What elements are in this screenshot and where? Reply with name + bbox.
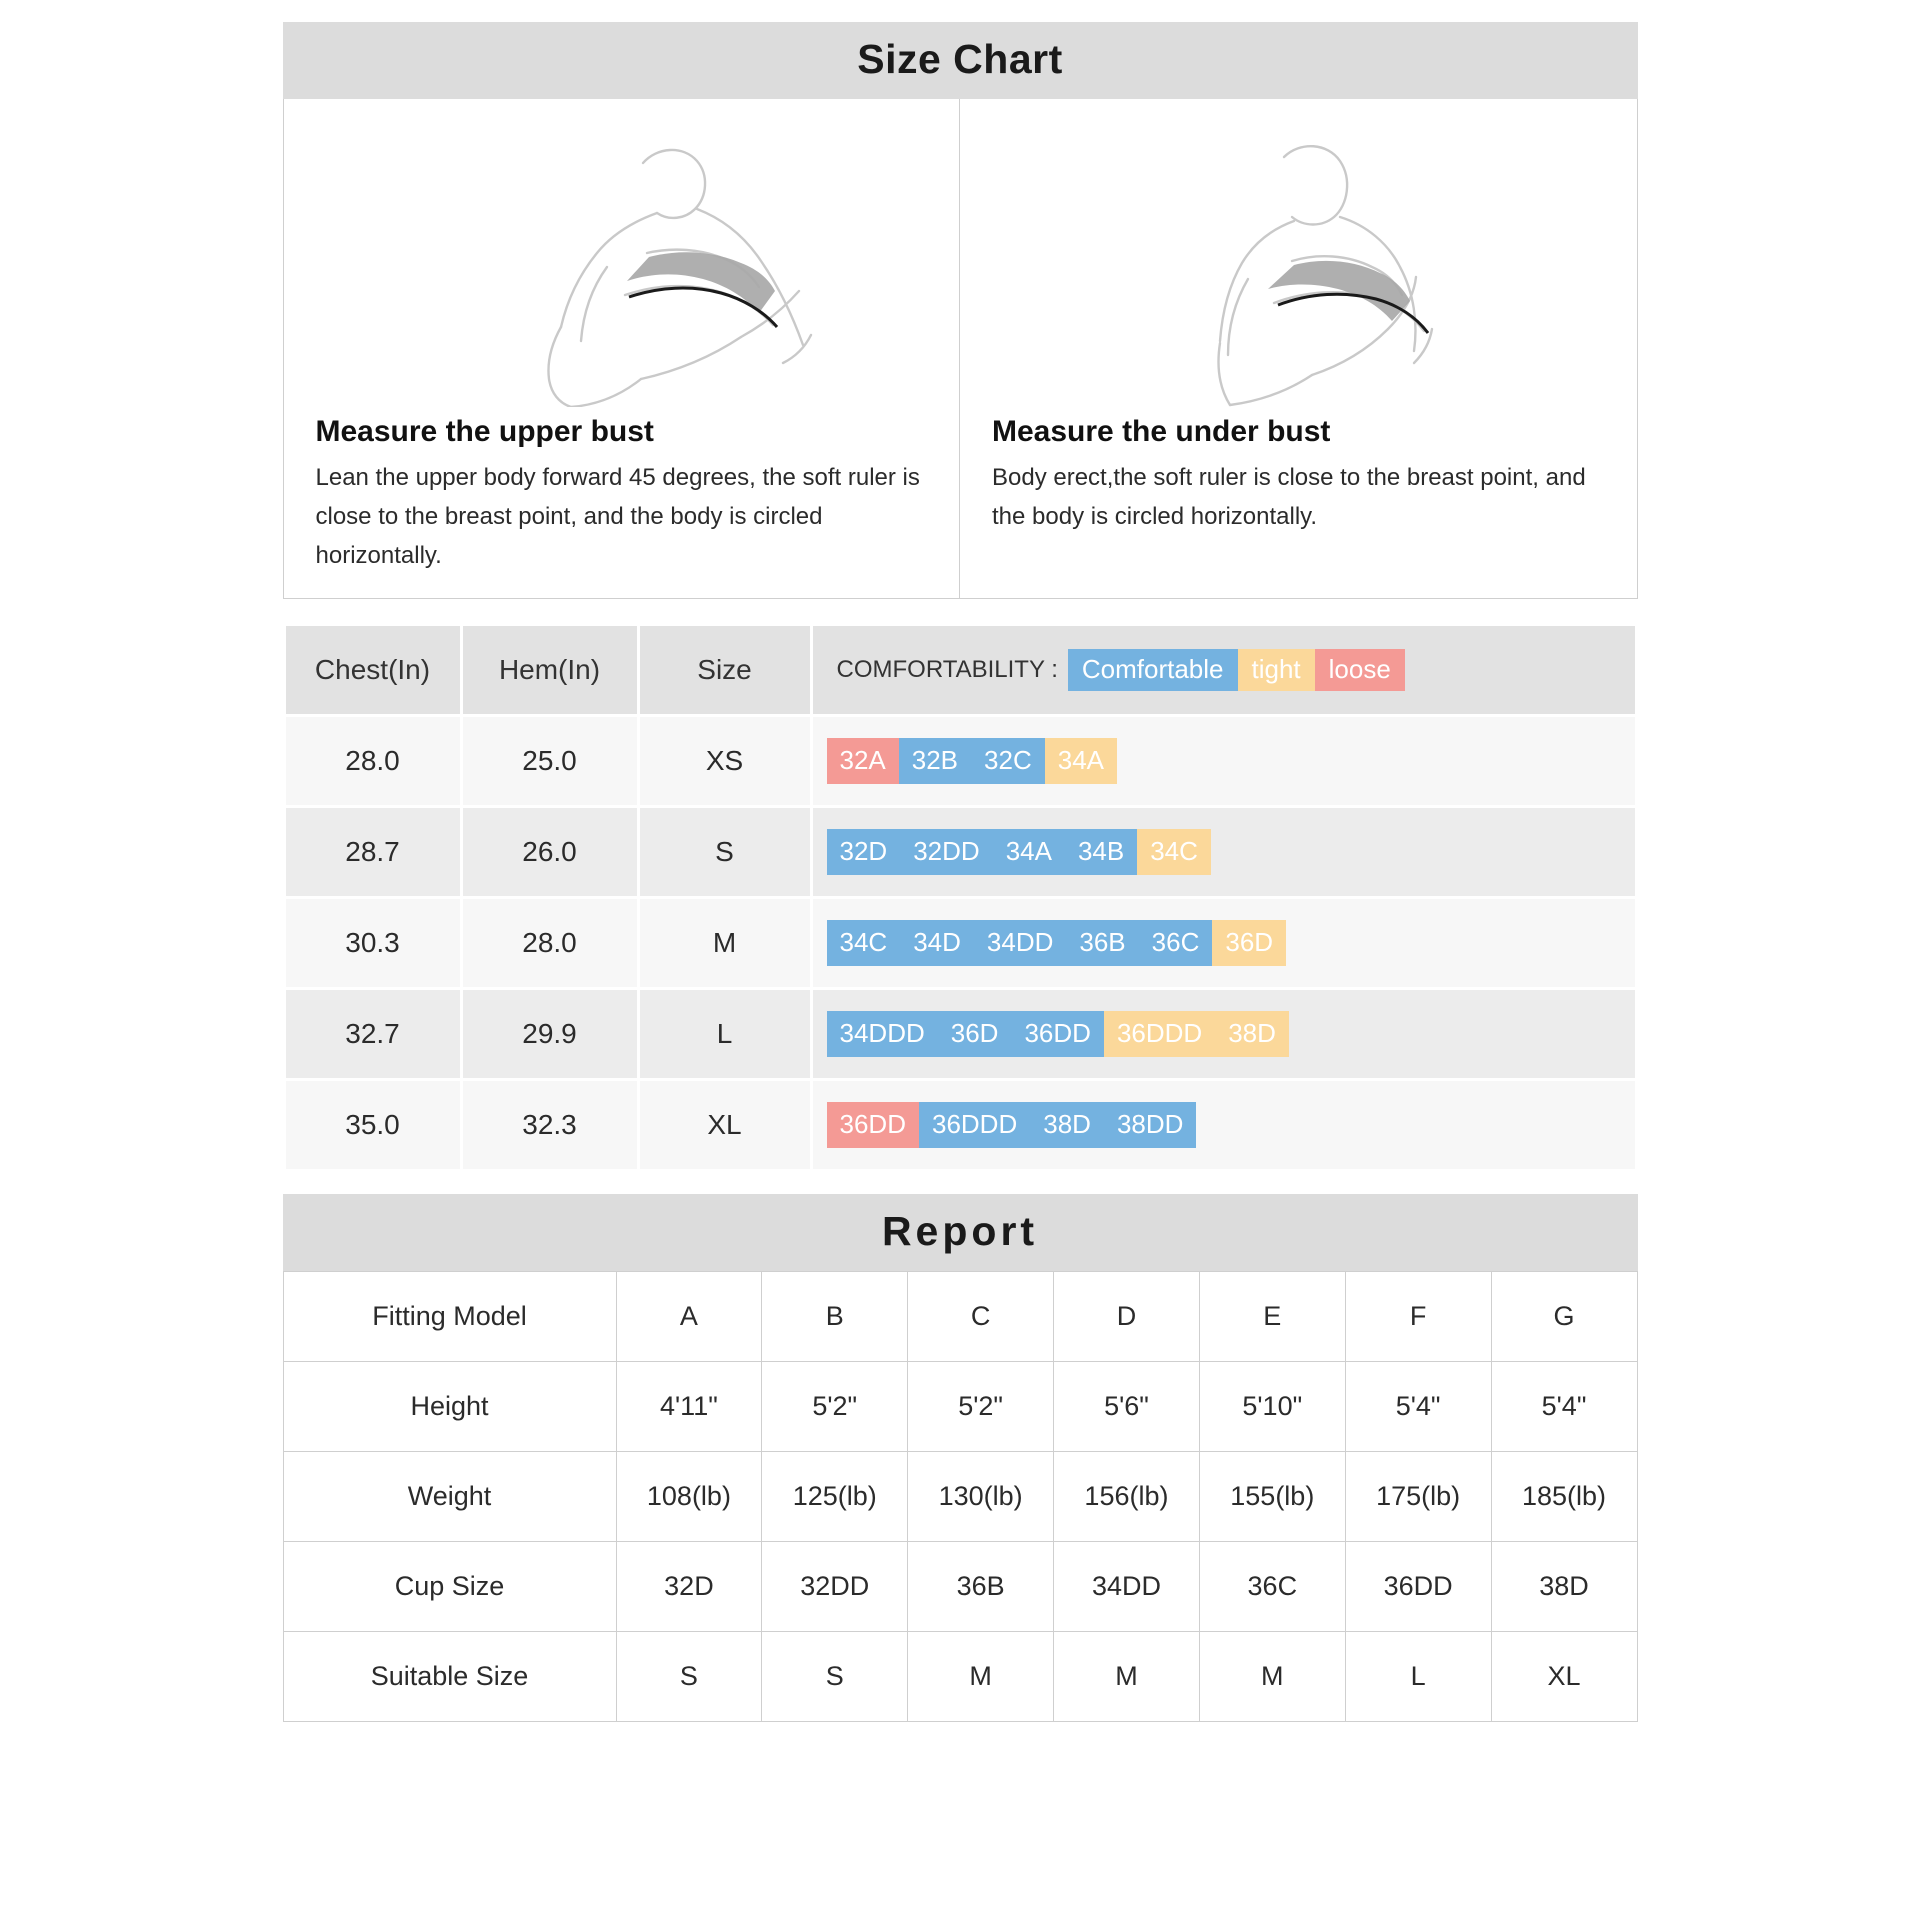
row-label-weight: Weight [283, 1451, 616, 1541]
size-value: L [638, 988, 811, 1079]
cup-chip: 38D [1030, 1102, 1104, 1148]
measure-under-bust-panel [960, 99, 1637, 598]
header-size: Size [638, 624, 811, 715]
under-bust-figure-icon [960, 99, 1637, 407]
hem-value: 28.0 [461, 897, 638, 988]
height-g: 5'4" [1491, 1361, 1637, 1451]
table-row [283, 1451, 1637, 1541]
measure-upper-bust-panel [284, 99, 961, 598]
row-label-height: Height [283, 1361, 616, 1451]
hem-value: 26.0 [461, 806, 638, 897]
upper-bust-figure-icon [284, 99, 960, 407]
chest-value: 32.7 [284, 988, 461, 1079]
header-hem: Hem(In) [461, 624, 638, 715]
cup-f: 36DD [1345, 1541, 1491, 1631]
model-e: E [1199, 1271, 1345, 1361]
suitable-d: M [1054, 1631, 1200, 1721]
suitable-f: L [1345, 1631, 1491, 1721]
cup-chip: 36DD [827, 1102, 919, 1148]
suitable-a: S [616, 1631, 762, 1721]
model-g: G [1491, 1271, 1637, 1361]
cup-chip: 34A [1045, 738, 1117, 784]
cup-chip: 36D [1212, 920, 1286, 966]
weight-f: 175(lb) [1345, 1451, 1491, 1541]
chest-value: 35.0 [284, 1079, 461, 1170]
measure-under-bust-heading: Measure the under bust [992, 415, 1331, 448]
content-wrapper [283, 22, 1638, 1722]
measure-upper-bust-text: Lean the upper body forward 45 degrees, the soft ruler is close to the breast point, and the body is circled horizontally. [315, 464, 920, 569]
model-f: F [1345, 1271, 1491, 1361]
size-table [283, 623, 1638, 1172]
cup-e: 36C [1199, 1541, 1345, 1631]
cup-a: 32D [616, 1541, 762, 1631]
table-row [284, 806, 1636, 897]
row-label-cup-size: Cup Size [283, 1541, 616, 1631]
cup-d: 34DD [1054, 1541, 1200, 1631]
table-row [284, 897, 1636, 988]
height-a: 4'11" [616, 1361, 762, 1451]
weight-g: 185(lb) [1491, 1451, 1637, 1541]
model-b: B [762, 1271, 908, 1361]
cup-chip: 32DD [900, 829, 992, 875]
cup-chip: 34C [1137, 829, 1211, 875]
height-d: 5'6" [1054, 1361, 1200, 1451]
size-value: XL [638, 1079, 811, 1170]
suitable-c: M [908, 1631, 1054, 1721]
comfortability-label: COMFORTABILITY : [836, 655, 1058, 683]
legend-comfortable: Comfortable [1068, 649, 1238, 691]
cup-bar [811, 988, 1636, 1079]
table-row [283, 1541, 1637, 1631]
hem-value: 32.3 [461, 1079, 638, 1170]
table-row [284, 1079, 1636, 1170]
page-title: Size Chart [283, 22, 1638, 99]
header-chest: Chest(In) [284, 624, 461, 715]
cup-chip: 38D [1215, 1011, 1289, 1057]
measure-instructions [283, 99, 1638, 599]
suitable-g: XL [1491, 1631, 1637, 1721]
measure-upper-bust-heading: Measure the upper bust [315, 415, 654, 448]
height-f: 5'4" [1345, 1361, 1491, 1451]
hem-value: 25.0 [461, 715, 638, 806]
size-value: XS [638, 715, 811, 806]
cup-b: 32DD [762, 1541, 908, 1631]
cup-chip: 36DDD [1104, 1011, 1215, 1057]
hem-value: 29.9 [461, 988, 638, 1079]
model-a: A [616, 1271, 762, 1361]
table-row [283, 1271, 1637, 1361]
weight-b: 125(lb) [762, 1451, 908, 1541]
weight-a: 108(lb) [616, 1451, 762, 1541]
weight-c: 130(lb) [908, 1451, 1054, 1541]
cup-chip: 36DD [1011, 1011, 1103, 1057]
cup-chip: 36DDD [919, 1102, 1030, 1148]
cup-bar [811, 897, 1636, 988]
cup-chip: 34DDD [827, 1011, 938, 1057]
height-e: 5'10" [1199, 1361, 1345, 1451]
suitable-e: M [1199, 1631, 1345, 1721]
legend-tight: tight [1238, 649, 1315, 691]
weight-e: 155(lb) [1199, 1451, 1345, 1541]
height-b: 5'2" [762, 1361, 908, 1451]
row-label-suitable-size: Suitable Size [283, 1631, 616, 1721]
size-value: S [638, 806, 811, 897]
size-value: M [638, 897, 811, 988]
cup-bar [811, 715, 1636, 806]
cup-chip: 34C [827, 920, 901, 966]
table-row [283, 1361, 1637, 1451]
cup-chip: 34A [993, 829, 1065, 875]
cup-chip: 36C [1139, 920, 1213, 966]
cup-chip: 36B [1066, 920, 1138, 966]
cup-chip: 32A [827, 738, 899, 784]
chest-value: 28.0 [284, 715, 461, 806]
comfortability-legend [811, 624, 1636, 715]
cup-chip: 34DD [974, 920, 1066, 966]
table-row [284, 988, 1636, 1079]
cup-chip: 32C [971, 738, 1045, 784]
suitable-b: S [762, 1631, 908, 1721]
row-label-fitting-model: Fitting Model [283, 1271, 616, 1361]
legend-loose: loose [1315, 649, 1405, 691]
size-table-header-row [284, 624, 1636, 715]
report-table [283, 1271, 1638, 1722]
report-title: Report [283, 1194, 1638, 1271]
model-c: C [908, 1271, 1054, 1361]
cup-bar [811, 806, 1636, 897]
cup-bar [811, 1079, 1636, 1170]
weight-d: 156(lb) [1054, 1451, 1200, 1541]
table-row [283, 1631, 1637, 1721]
cup-chip: 32B [899, 738, 971, 784]
cup-chip: 34D [900, 920, 974, 966]
cup-g: 38D [1491, 1541, 1637, 1631]
chest-value: 30.3 [284, 897, 461, 988]
chest-value: 28.7 [284, 806, 461, 897]
table-row [284, 715, 1636, 806]
cup-chip: 34B [1065, 829, 1137, 875]
cup-chip: 38DD [1104, 1102, 1196, 1148]
model-d: D [1054, 1271, 1200, 1361]
cup-chip: 32D [827, 829, 901, 875]
height-c: 5'2" [908, 1361, 1054, 1451]
cup-chip: 36D [938, 1011, 1012, 1057]
measure-under-bust-text: Body erect,the soft ruler is close to the breast point, and the body is circled horizontally. [992, 464, 1586, 530]
cup-c: 36B [908, 1541, 1054, 1631]
